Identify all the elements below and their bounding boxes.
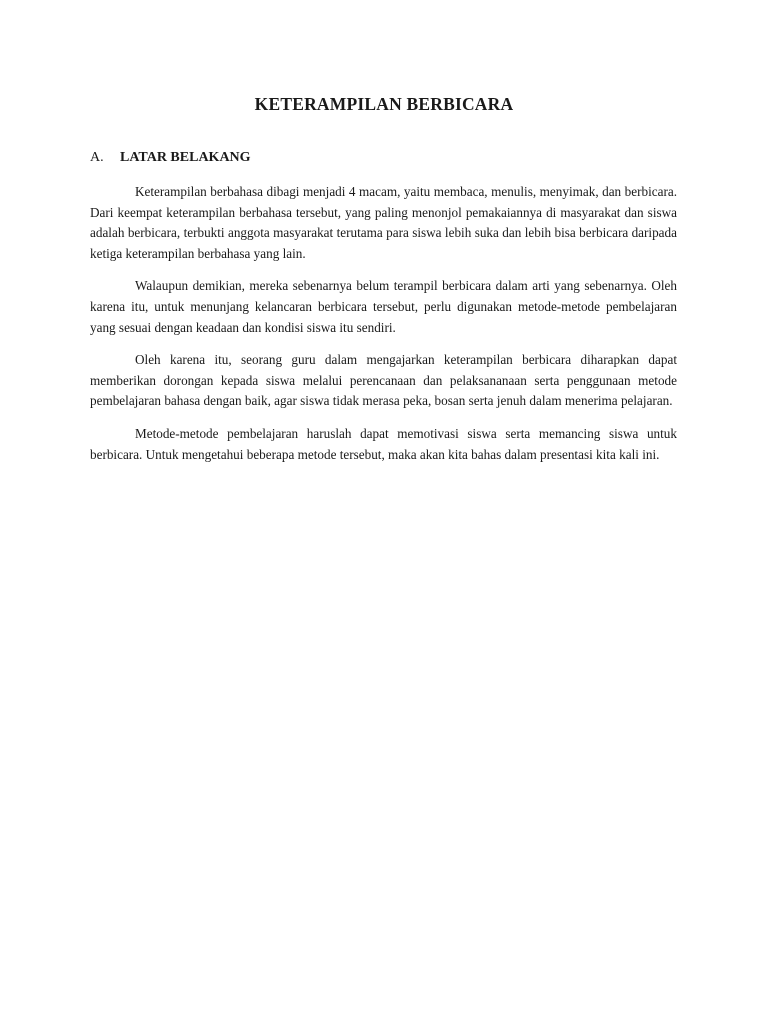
section-letter: A.: [90, 150, 104, 165]
document-title: KETERAMPILAN BERBICARA: [254, 94, 514, 114]
section-heading: [90, 150, 251, 166]
section-title: LATAR BELAKANG: [120, 150, 251, 165]
paragraph-3: Oleh karena itu, seorang guru dalam mengajarkan keterampilan berbicara diharapkan dapat memberikan dorongan kepada siswa melalui perencanaan dan pelaksananaan serta penggunaan metode pembelajaran bahasa dengan baik, agar siswa tidak merasa peka, bosan serta jenuh dalam menerima pelajaran.: [90, 352, 677, 409]
paragraph-4: Metode-metode pembelajaran haruslah dapat memotivasi siswa serta memancing siswa untuk berbicara. Untuk mengetahui beberapa metode tersebut, maka akan kita bahas dalam presentasi kita kali ini.: [90, 425, 677, 462]
body-text: [90, 182, 677, 477]
paragraph-2: Walaupun demikian, mereka sebenarnya belum terampil berbicara dalam arti yang sebenarnya. Oleh karena itu, untuk menunjang kelancaran berbicara tersebut, perlu digunakan metode-metode pembelajaran yang sesuai dengan keadaan dan kondisi siswa itu sendiri.: [90, 278, 677, 335]
paragraph-1: Keterampilan berbahasa dibagi menjadi 4 macam, yaitu membaca, menulis, menyimak, dan berbicara. Dari keempat keterampilan berbahasa tersebut, yang paling menonjol pemakaiannya di masyarakat dan siswa adalah berbicara, terbukti anggota masyarakat terutama para siswa lebih suka dan lebih bisa berbicara daripada ketiga keterampilan berbahasa yang lain.: [90, 184, 677, 261]
